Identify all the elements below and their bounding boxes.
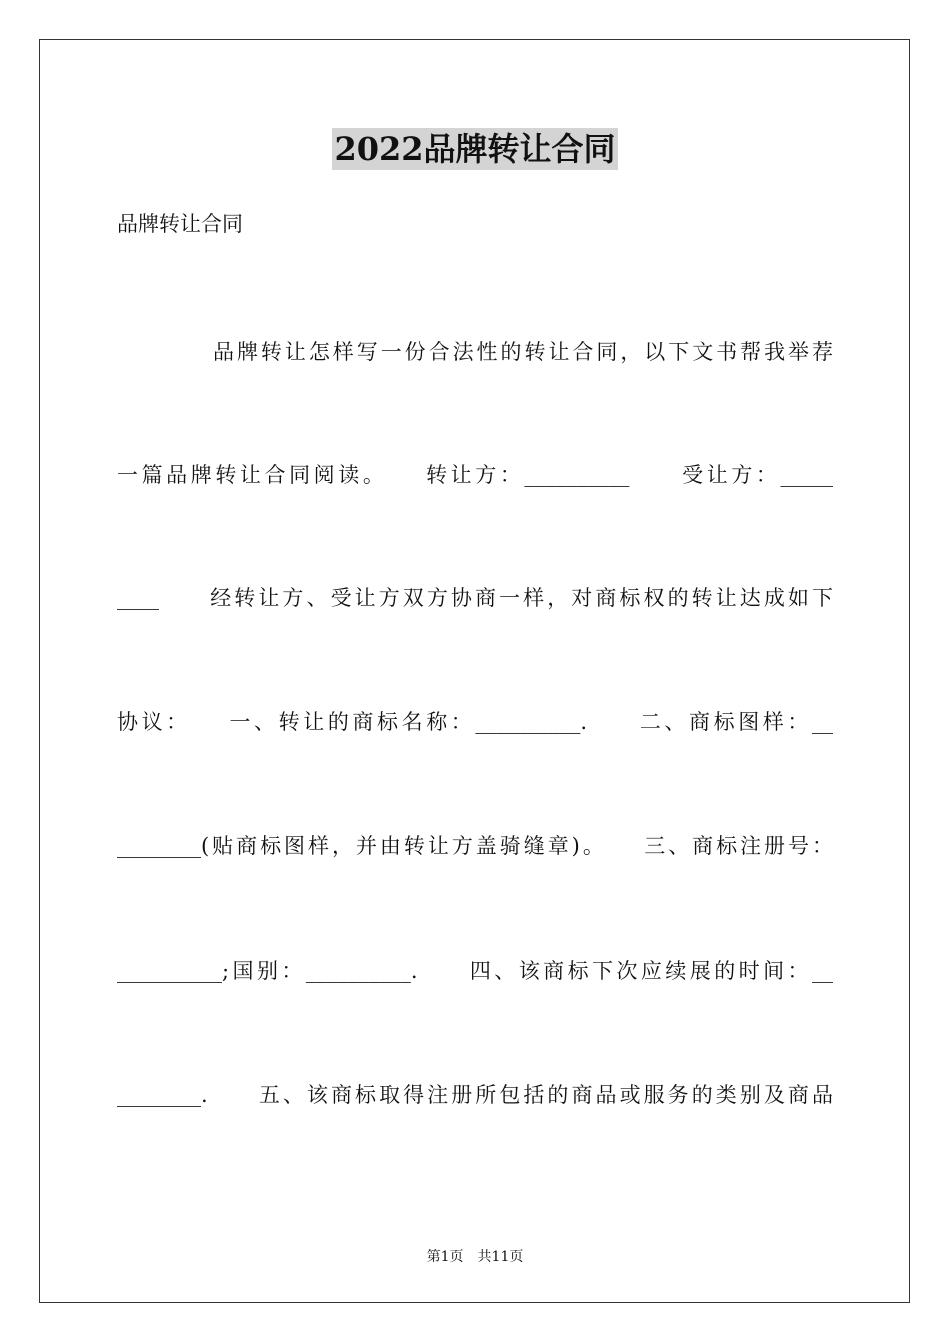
body-line-7: ________. 五、该商标取得注册所包括的商品或服务的类别及商品	[117, 1083, 833, 1107]
body-line-6: __________;国别：__________. 四、该商标下次应续展的时间：__	[117, 959, 833, 983]
document-subtitle: 品牌转让合同	[117, 212, 243, 236]
body-line-3: ____ 经转让方、受让方双方协商一样，对商标权的转让达成如下	[117, 586, 833, 610]
document-title-text: 2022品牌转让合同	[334, 130, 616, 168]
body-line-2: 一篇品牌转让合同阅读。 转让方：__________ 受让方：_____	[117, 463, 833, 487]
body-line-1: 品牌转让怎样写一份合法性的转让合同，以下文书帮我举荐	[213, 340, 833, 364]
body-line-4: 协议： 一、转让的商标名称：__________. 二、商标图样：__	[117, 710, 833, 734]
body-line-5: ________(贴商标图样，并由转让方盖骑缝章)。 三、商标注册号：	[117, 834, 833, 858]
document-title	[0, 128, 950, 170]
page-footer: 第1页 共11页	[426, 1249, 524, 1265]
